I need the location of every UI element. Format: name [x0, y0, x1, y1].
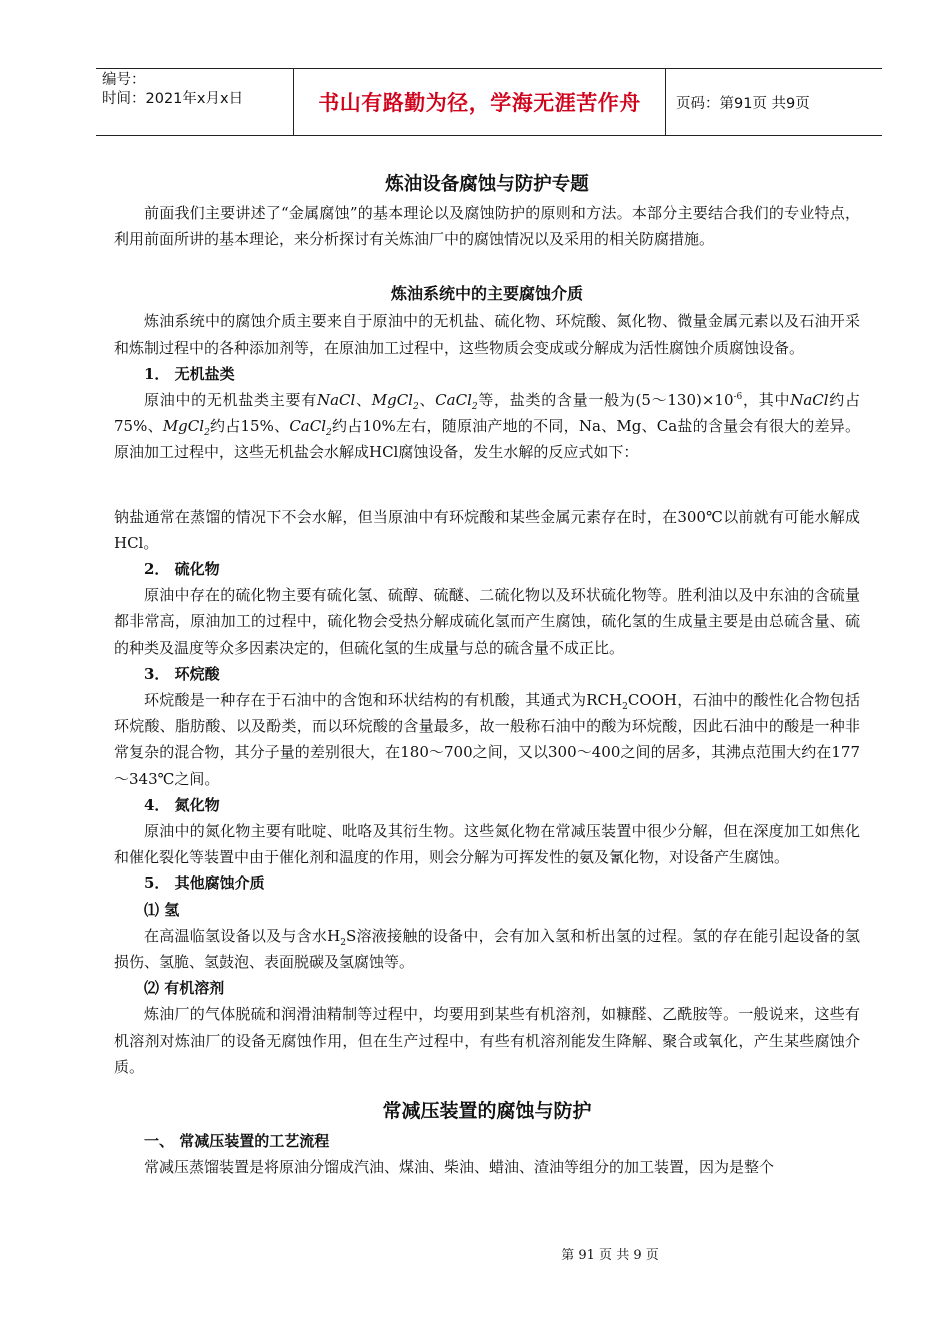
- intro-paragraph: 前面我们主要讲述了“金属腐蚀”的基本理论以及腐蚀防护的原则和方法。本部分主要结合我们的专业特点，利用前面所讲的基本理论，来分析探讨有关炼油厂中的腐蚀情况以及采用的相关防腐措施。: [114, 204, 860, 249]
- paragraph-inorganic-salts: 原油中的无机盐类主要有NaCl、MgCl$_2$、CaCl$_2$等，盐类的含量一般为$(5\sim 130)\times 10^{-6}$，其中NaCl约占75%、MgCl$_2$约占15%、CaCl$_2$约占10%左右，随原油产地的不同，Na、Mg、Ca盐的含量会有很大的差异。原油加工过程中，这些无机盐会水解成HCl腐蚀设备，发生水解的反应式如下：: [114, 391, 861, 462]
- heading-hydrogen: ⑴ 氢: [144, 900, 180, 919]
- heading-nitrides: 4． 氮化物: [144, 795, 220, 814]
- heading-process-flow: 一、 常减压装置的工艺流程: [144, 1132, 330, 1151]
- header-motto: 书山有路勤为径，学海无涯苦作舟: [318, 91, 641, 115]
- section2-title: 常减压装置的腐蚀与防护: [382, 1100, 592, 1123]
- heading-inorganic-salts: 1． 无机盐类: [144, 364, 235, 383]
- equation-placeholder: [114, 466, 860, 504]
- header-number-label: 编号：: [102, 72, 146, 88]
- header-meta: [96, 69, 294, 135]
- heading-organic-solvents: ⑵ 有机溶剂: [144, 979, 225, 998]
- header-motto-cell: [294, 69, 666, 135]
- header-page-cell: [666, 69, 882, 135]
- header-time-label: 时间：2021年x月x日: [102, 91, 244, 107]
- paragraph-process-flow: 常减压蒸馏装置是将原油分馏成汽油、煤油、柴油、蜡油、渣油等组分的加工装置，因为是整个: [144, 1158, 775, 1177]
- paragraph-sodium-salts: 钠盐通常在蒸馏的情况下不会水解，但当原油中有环烷酸和某些金属元素存在时，在300℃以前就有可能水解成HCl。: [114, 507, 860, 552]
- heading-other-media: 5． 其他腐蚀介质: [144, 874, 265, 893]
- heading-naphthenic-acid: 3． 环烷酸: [144, 664, 220, 683]
- paragraph-nitrides: 原油中的氮化物主要有吡啶、吡咯及其衍生物。这些氮化物在常减压装置中很少分解，但在深度加工如焦化和催化裂化等装置中由于催化剂和温度的作用，则会分解为可挥发性的氨及氰化物，对设备产生腐蚀。: [114, 822, 860, 867]
- header-page-info: 页码：第91页 共9页: [676, 95, 810, 112]
- paragraph-naphthenic-acid: 环烷酸是一种存在于石油中的含饱和环状结构的有机酸，其通式为$RCH_2COOH$，石油中的酸性化合物包括环烷酸、脂肪酸、以及酚类，而以环烷酸的含量最多，故一般称石油中的酸为环烷酸，因此石油中的酸是一种非常复杂的混合物，其分子量的差别很大，在180～700之间，又以300～400之间的居多，其沸点范围大约在177～343℃之间。: [114, 691, 860, 788]
- page-footer: 第 91 页 共 9 页: [561, 1248, 659, 1263]
- document-title: 炼油设备腐蚀与防护专题: [385, 174, 589, 195]
- paragraph-hydrogen: 在高温临氢设备以及与含水$H_2S$溶液接触的设备中，会有加入氢和析出氢的过程。氢的存在能引起设备的氢损伤、氢脆、氢鼓泡、表面脱碳及氢腐蚀等。: [114, 926, 860, 972]
- document-body: [114, 170, 860, 1181]
- heading-sulfides: 2． 硫化物: [144, 560, 220, 579]
- paragraph-organic-solvents: 炼油厂的气体脱硫和润滑油精制等过程中，均要用到某些有机溶剂，如糠醛、乙酰胺等。一般说来，这些有机溶剂对炼油厂的设备无腐蚀作用，但在生产过程中，有些有机溶剂能发生降解、聚合或氧化，产生某些腐蚀介质。: [114, 1005, 860, 1076]
- section1-intro: 炼油系统中的腐蚀介质主要来自于原油中的无机盐、硫化物、环烷酸、氮化物、微量金属元素以及石油开采和炼制过程中的各种添加剂等，在原油加工过程中，这些物质会变成或分解成为活性腐蚀介质腐蚀设备。: [114, 312, 860, 357]
- page-header: [96, 68, 882, 136]
- paragraph-sulfides: 原油中存在的硫化物主要有硫化氢、硫醇、硫醚、二硫化物以及环状硫化物等。胜利油以及中东油的含硫量都非常高，原油加工的过程中，硫化物会受热分解成硫化氢而产生腐蚀，硫化氢的生成量主要是由总硫含量、硫的种类及温度等众多因素决定的，但硫化氢的生成量与总的硫含量不成正比。: [114, 586, 860, 657]
- section1-title: 炼油系统中的主要腐蚀介质: [390, 284, 583, 304]
